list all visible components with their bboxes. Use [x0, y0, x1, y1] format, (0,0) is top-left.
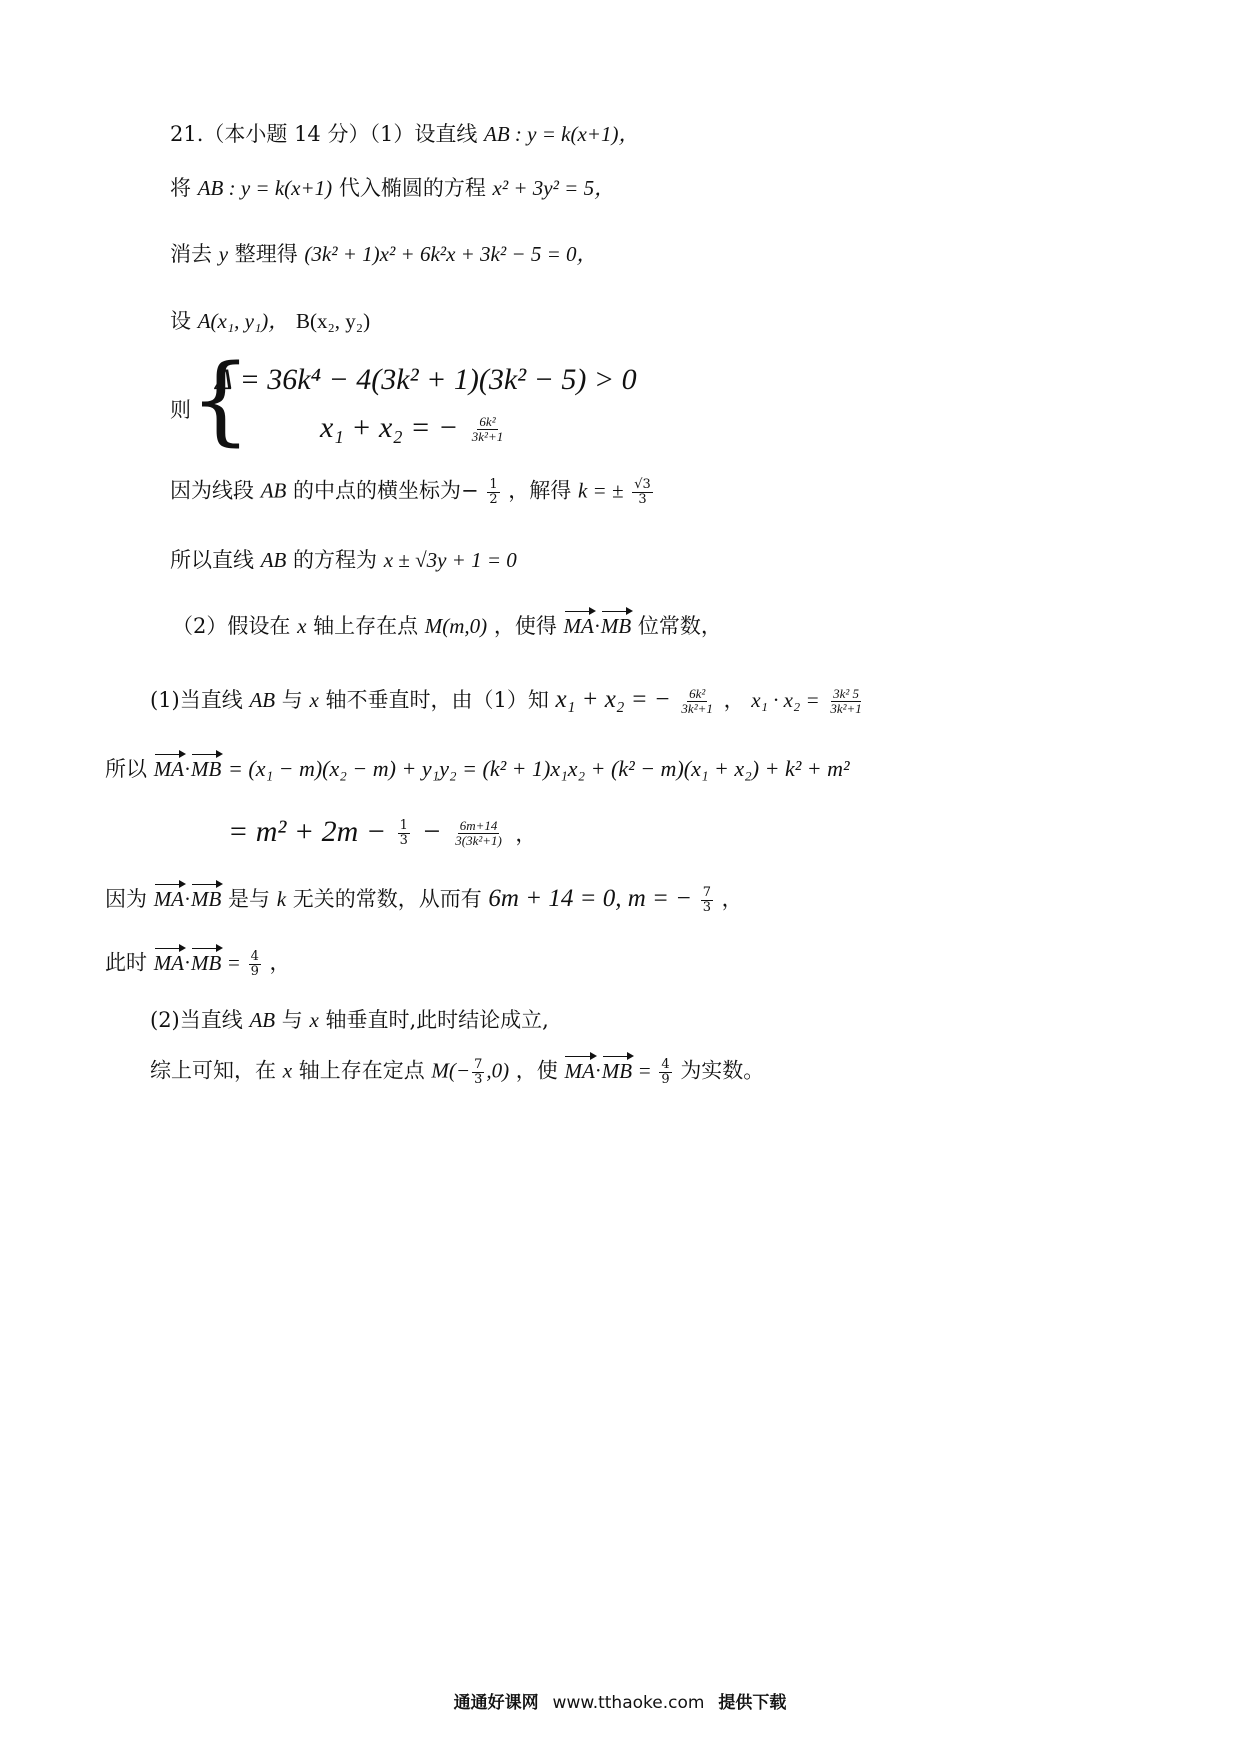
text: (2)当直线 — [150, 1008, 243, 1032]
math: AB — [260, 548, 287, 572]
vector-mb: MB — [191, 950, 222, 975]
numerator: 1 — [489, 477, 498, 492]
numerator: 6k² — [689, 686, 706, 702]
numerator: √3 — [634, 477, 651, 492]
text: 与 — [281, 688, 303, 712]
line-11 — [228, 814, 536, 850]
fraction — [472, 1058, 484, 1086]
line-14 — [150, 1008, 549, 1033]
text: 轴上存在点 — [313, 614, 419, 638]
system-label: 则 — [170, 398, 191, 422]
math: ,0) — [486, 1058, 510, 1083]
vector-ma: MA — [153, 887, 185, 911]
text: 代入椭圆的方程 — [338, 176, 486, 200]
fraction — [679, 687, 714, 715]
math: x — [309, 688, 319, 712]
text: 综上可知，在 — [150, 1058, 276, 1083]
point-b: B(x₂, y₂) — [295, 309, 371, 333]
point-a: A(x₁, y₁)， — [197, 309, 290, 333]
text: ，使 — [515, 1058, 558, 1083]
math: x₁ · x₂ = — [751, 688, 820, 712]
line-equation: x ± √3y + 1 = 0 — [383, 548, 517, 572]
fraction — [632, 478, 653, 506]
fraction — [828, 687, 863, 715]
dot: · — [594, 1058, 602, 1083]
denominator: 3k²+1 — [681, 701, 713, 716]
math: = m² + 2m − — [228, 815, 387, 848]
fraction — [659, 1058, 671, 1086]
math: = — [638, 1058, 651, 1083]
text: 无关的常数，从而有 — [292, 887, 482, 911]
dot: · — [184, 950, 192, 975]
left-brace: { — [190, 344, 252, 456]
text: 是与 — [228, 887, 271, 911]
vector-ma: MA — [564, 1058, 595, 1083]
numerator: 7 — [702, 885, 711, 901]
dot: · — [184, 887, 192, 911]
line-7 — [170, 548, 517, 573]
line-12 — [105, 884, 743, 915]
text: 设 — [170, 309, 191, 333]
vector-mb: MB — [601, 1058, 633, 1083]
math: AB — [249, 1008, 276, 1032]
text: （2）假设在 — [172, 614, 291, 638]
text: 轴不垂直时，由（1）知 — [325, 688, 549, 712]
text: 轴垂直时,此时结论成立, — [325, 1008, 549, 1032]
line-13 — [105, 950, 291, 978]
text: 消去 — [170, 242, 212, 266]
problem-21-line-1 — [170, 122, 639, 147]
line-2 — [170, 176, 615, 201]
text: 与 — [281, 1008, 303, 1032]
math: M(− — [431, 1058, 471, 1083]
math: − — [421, 815, 442, 848]
fraction — [701, 886, 713, 914]
sum-of-roots: x₁ + x₂ = − — [320, 411, 459, 444]
text: 此时 — [105, 950, 147, 975]
footer-site-name: 通通好课网 — [453, 1693, 539, 1713]
denominator: 2 — [489, 491, 498, 507]
quadratic-equation: (3k² + 1)x² + 6k²x + 3k² − 5 = 0， — [304, 242, 598, 266]
fraction — [487, 478, 499, 506]
line-6 — [170, 478, 655, 506]
numerator: 3k² 5 — [833, 686, 860, 702]
denominator: 3 — [702, 900, 711, 915]
line-4 — [170, 309, 370, 334]
ellipse-equation: x² + 3y² = 5， — [492, 176, 616, 200]
denominator: 3 — [638, 491, 647, 507]
point-m: M(m,0) — [424, 614, 488, 638]
text: 轴上存在定点 — [298, 1058, 425, 1083]
dot-product-expansion: = (x₁ − m)(x₂ − m) + y₁y₂ = (k² + 1)x₁x₂ + (k² − m)(x₁ + x₂) + k² + m² — [228, 756, 850, 781]
math: 6m + 14 = 0, m = − — [488, 885, 693, 912]
text: 因为 — [105, 887, 147, 911]
fraction — [470, 415, 505, 443]
text: ，解得 — [508, 478, 572, 503]
text: 将 — [170, 176, 191, 200]
footer-download: 提供下载 — [718, 1693, 787, 1713]
problem-header: 21.（本小题 14 分）（1）设直线 — [170, 122, 478, 146]
text: 位常数， — [637, 614, 722, 638]
denominator: 3k²+1 — [830, 701, 862, 716]
denominator: 3 — [399, 832, 408, 848]
fraction — [398, 819, 410, 847]
system-row-1 — [215, 362, 637, 398]
denominator: 9 — [661, 1071, 670, 1087]
numerator: 6k² — [479, 413, 496, 429]
text: ， — [515, 822, 537, 846]
denominator: 3 — [474, 1071, 483, 1087]
footer-url: www.tthaoke.com — [552, 1693, 705, 1713]
line-3 — [170, 242, 598, 267]
numerator: 6m+14 — [459, 817, 498, 833]
dot: · — [184, 757, 192, 781]
text: 为实数。 — [680, 1058, 765, 1083]
text: ， — [723, 688, 745, 712]
math: = — [228, 950, 240, 975]
text: ， — [721, 887, 743, 911]
math: k = ± — [577, 478, 624, 503]
fraction — [453, 819, 504, 847]
text: 的中点的横坐标为− — [293, 478, 479, 503]
denominator: 3k²+1 — [471, 428, 504, 444]
math: y — [218, 242, 229, 266]
math: AB : y = k(x+1) — [197, 176, 333, 200]
text: 因为线段 — [170, 478, 254, 503]
system-row-2 — [320, 410, 507, 446]
math: AB — [249, 688, 276, 712]
numerator: 4 — [250, 949, 259, 964]
math: x₁ + x₂ = − — [555, 686, 671, 713]
line-15 — [150, 1058, 764, 1086]
text: (1)当直线 — [150, 688, 243, 712]
math: AB — [260, 478, 287, 503]
numerator: 1 — [399, 817, 408, 833]
text: 所以直线 — [170, 548, 254, 572]
numerator: 7 — [474, 1057, 483, 1072]
line-8 — [172, 614, 722, 639]
line-9 — [150, 685, 866, 716]
math: x — [309, 1008, 319, 1032]
math: x — [297, 614, 307, 638]
vector-mb: MB — [600, 614, 632, 638]
math: k — [276, 887, 287, 911]
text: ，使得 — [493, 614, 557, 638]
text: ， — [269, 950, 291, 975]
dot: · — [593, 614, 601, 638]
text: 整理得 — [234, 242, 298, 266]
denominator: 9 — [250, 963, 259, 979]
text: 所以 — [105, 757, 147, 781]
denominator: 3(3k²+1) — [455, 832, 502, 848]
line-ab-equation: AB : y = k(x+1)， — [484, 122, 640, 146]
page-footer — [0, 1688, 1240, 1713]
vector-ma: MA — [563, 614, 594, 638]
vector-mb: MB — [191, 757, 222, 781]
fraction — [249, 950, 261, 978]
math: x — [282, 1058, 293, 1083]
line-10 — [105, 756, 850, 782]
vector-ma: MA — [153, 950, 185, 975]
text: 的方程为 — [293, 548, 378, 572]
numerator: 4 — [661, 1057, 670, 1072]
vector-ma: MA — [153, 757, 185, 781]
vector-mb: MB — [191, 887, 222, 911]
discriminant: Δ = 36k⁴ − 4(3k² + 1)(3k² − 5) > 0 — [215, 363, 637, 396]
